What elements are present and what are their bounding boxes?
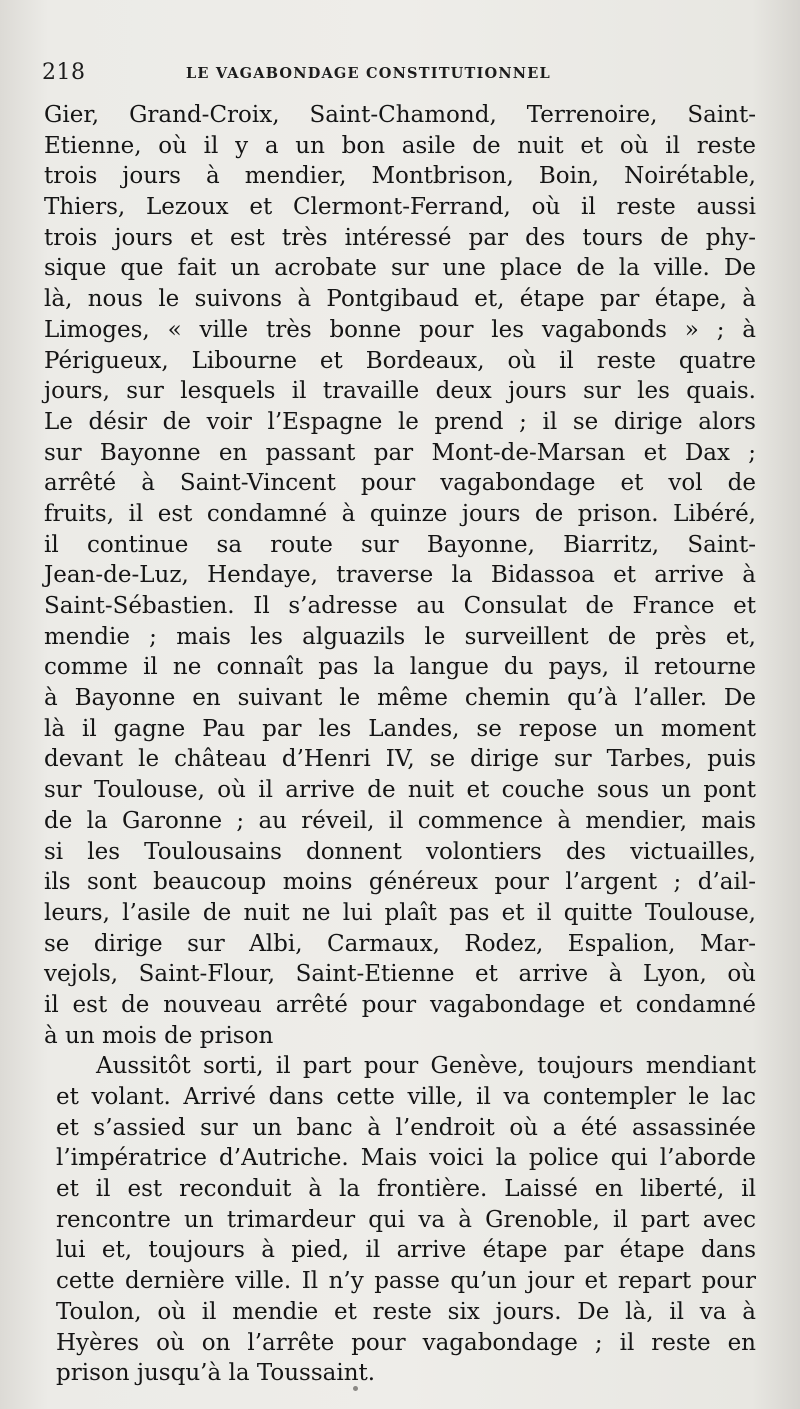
text-line: et volant. Arrivé dans cette ville, il va contempler le lac (56, 1084, 756, 1110)
text-line: à un mois de prison (44, 1022, 274, 1049)
page-header (42, 60, 762, 90)
text-line: si les Toulousains donnent volontiers des victuailles, (44, 838, 756, 865)
text-line: Hyères où on l’arrête pour vagabondage ; il reste en (56, 1329, 756, 1356)
paragraph-1 (44, 100, 756, 1051)
text-line: devant le château d’Henri IV, se dirige sur Tarbes, puis (44, 746, 756, 773)
text-line: se dirige sur Albi, Carmaux, Rodez, Espalion, Mar- (44, 930, 756, 957)
text-line: Gier, Grand-Croix, Saint-Chamond, Terrenoire, Saint- (44, 102, 756, 128)
text-line: de la Garonne ; au réveil, il commence à mendier, mais (44, 807, 756, 834)
running-head: LE VAGABONDAGE CONSTITUTIONNEL (186, 65, 551, 82)
text-line: Aussitôt sorti, il part pour Genève, toujours mendiant (96, 1053, 756, 1080)
text-line: Saint-Sébastien. Il s’adresse au Consulat de France et (44, 593, 756, 619)
text-line: fruits, il est condamné à quinze jours de prison. Libéré, (44, 500, 756, 527)
text-line: à Bayonne en suivant le même chemin qu’à l’aller. De (44, 685, 756, 712)
text-line: Jean-de-Luz, Hendaye, traverse la Bidassoa et arrive à (44, 562, 756, 589)
text-line: prison jusqu’à la Toussaint. (56, 1360, 376, 1387)
body-text (44, 100, 756, 1389)
text-line: Toulon, où il mendie et reste six jours. De là, il va à (56, 1298, 756, 1325)
text-line: sur Bayonne en passant par Mont-de-Marsan et Dax ; (44, 439, 756, 466)
text-line: sique que fait un acrobate sur une place de la ville. De (44, 255, 756, 282)
text-line: trois jours et est très intéressé par des tours de phy- (44, 224, 756, 251)
text-line: Etienne, où il y a un bon asile de nuit et où il reste (44, 132, 756, 159)
text-line: ils sont beaucoup moins généreux pour l’argent ; d’ail- (44, 869, 756, 896)
text-line: là il gagne Pau par les Landes, se repose un moment (44, 715, 756, 742)
text-line: comme il ne connaît pas la langue du pays, il retourne (44, 654, 756, 681)
text-line: là, nous le suivons à Pontgibaud et, étape par étape, à (44, 286, 756, 313)
text-line: il continue sa route sur Bayonne, Biarritz, Saint- (44, 531, 756, 558)
text-line: Périgueux, Libourne et Bordeaux, où il reste quatre (44, 347, 756, 374)
text-line: mendie ; mais les alguazils le surveillent de près et, (44, 623, 756, 650)
text-line: et il est reconduit à la frontière. Laissé en liberté, il (56, 1176, 756, 1203)
text-line: Thiers, Lezoux et Clermont-Ferrand, où il reste aussi (44, 194, 756, 221)
text-line: trois jours à mendier, Montbrison, Boin, Noirétable, (44, 163, 756, 190)
text-line: jours, sur lesquels il travaille deux jours sur les quais. (44, 378, 756, 405)
text-line: leurs, l’asile de nuit ne lui plaît pas et il quitte Toulouse, (44, 899, 756, 926)
text-line: Limoges, « ville très bonne pour les vagabonds » ; à (44, 316, 756, 343)
text-line: il est de nouveau arrêté pour vagabondage et condamné (44, 991, 756, 1018)
print-speck (353, 1386, 358, 1391)
text-line: l’impératrice d’Autriche. Mais voici la police qui l’aborde (56, 1145, 756, 1172)
paragraph-2 (44, 1051, 756, 1389)
text-line: et s’assied sur un banc à l’endroit où a été assassinée (56, 1114, 756, 1141)
text-line: arrêté à Saint-Vincent pour vagabondage et vol de (44, 470, 756, 497)
text-line: vejols, Saint-Flour, Saint-Etienne et arrive à Lyon, où (44, 961, 756, 988)
text-line: Le désir de voir l’Espagne le prend ; il se dirige alors (44, 408, 756, 435)
text-line: sur Toulouse, où il arrive de nuit et couche sous un pont (44, 777, 756, 804)
text-line: lui et, toujours à pied, il arrive étape par étape dans (56, 1237, 756, 1264)
text-line: rencontre un trimardeur qui va à Grenoble, il part avec (56, 1206, 756, 1233)
text-line: cette dernière ville. Il n’y passe qu’un jour et repart pour (56, 1268, 756, 1295)
page-number: 218 (42, 60, 86, 85)
